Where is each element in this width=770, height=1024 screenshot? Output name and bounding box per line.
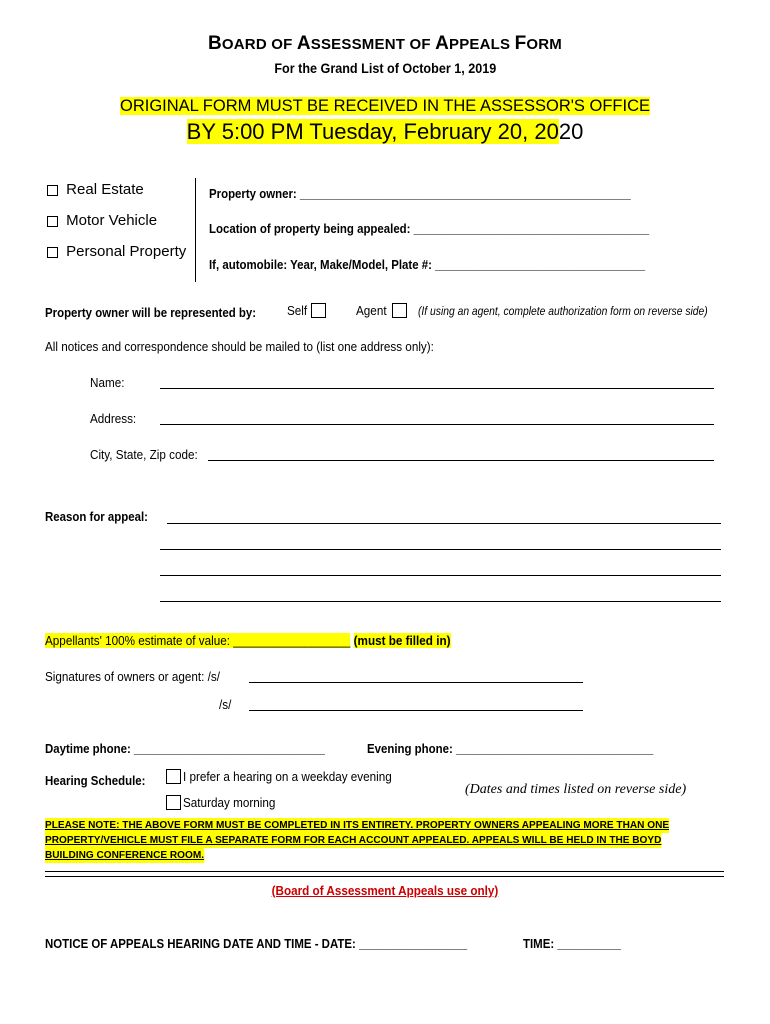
title-cap: B: [207, 33, 222, 54]
agent-note: [418, 304, 755, 318]
saturday-checkbox[interactable]: [166, 795, 181, 810]
property-type-label: Motor Vehicle: [66, 212, 158, 229]
title-cap: A: [435, 33, 449, 54]
separator-rule-top: [45, 871, 724, 872]
signature-second-text: /s/: [219, 697, 232, 712]
reason-line-2[interactable]: [160, 549, 721, 550]
mailing-name-label: [90, 375, 128, 390]
estimate-label: Appellants' 100% estimate of value: __________________: [45, 633, 351, 648]
reason-line-3[interactable]: [160, 575, 721, 576]
daytime-phone-field[interactable]: [45, 741, 363, 756]
office-use-text: (Board of Assessment Appeals use only): [271, 883, 499, 898]
evening-phone-field[interactable]: [367, 741, 692, 756]
daytime-phone-label: Daytime phone: ______________________________: [45, 741, 325, 756]
hearing-label-text: Hearing Schedule:: [45, 773, 146, 788]
checkbox[interactable]: [47, 247, 58, 258]
hearing-schedule-label: [45, 773, 159, 788]
title-small: SSESSMENT OF: [310, 36, 436, 53]
weekday-option-label: I prefer a hearing on a weekday evening: [183, 769, 392, 784]
reason-line-1[interactable]: [167, 523, 721, 524]
automobile-field[interactable]: [209, 257, 705, 272]
title-small: OARD OF: [221, 36, 297, 53]
notice-line-3: BUILDING CONFERENCE ROOM.: [45, 849, 205, 861]
mailing-name-line[interactable]: [160, 388, 714, 389]
mailing-intro-text: All notices and correspondence should be mailed to (list one address only):: [45, 339, 434, 354]
signature-label-text: Signatures of owners or agent: /s/: [45, 669, 220, 684]
signature-label: [45, 669, 239, 684]
please-note-block: [45, 818, 695, 863]
title-cap: F: [514, 33, 527, 54]
property-type-label: Real Estate: [66, 181, 144, 198]
agent-label: Agent: [356, 303, 387, 318]
checkbox[interactable]: [47, 185, 58, 196]
signature-line-2[interactable]: [249, 710, 583, 711]
represented-by-label: Property owner will be represented by:: [45, 305, 257, 320]
deadline-line-1: [0, 97, 770, 116]
form-title: [0, 33, 770, 55]
signature-line-1[interactable]: [249, 682, 583, 683]
reason-label-text: Reason for appeal:: [45, 509, 148, 524]
hearing-notice-time[interactable]: [523, 936, 634, 951]
property-owner-label: Property owner: ____________________________________________________: [209, 186, 631, 201]
hearing-note-text: (Dates and times listed on reverse side): [465, 782, 687, 797]
estimate-required: (must be filled in): [353, 633, 451, 648]
mailing-city-label: [90, 447, 210, 462]
estimate-field[interactable]: [45, 633, 496, 648]
reason-label: [45, 509, 162, 524]
city-label: City, State, Zip code:: [90, 447, 198, 462]
property-type-real-estate[interactable]: [47, 181, 144, 198]
property-location-label: Location of property being appealed: _____________________________________: [209, 221, 650, 236]
weekday-checkbox[interactable]: [166, 769, 181, 784]
property-type-label: Personal Property: [66, 243, 187, 260]
deadline-line-2: [0, 119, 770, 145]
self-label: Self: [287, 303, 308, 318]
property-owner-field[interactable]: [209, 186, 688, 201]
separator-rule-bottom: [45, 876, 724, 877]
mailing-city-line[interactable]: [208, 460, 714, 461]
deadline-date-highlighted: BY 5:00 PM Tuesday, February 20, 20: [186, 119, 559, 144]
checkbox[interactable]: [47, 216, 58, 227]
represented-self-option[interactable]: [287, 303, 326, 318]
subtitle-text: For the Grand List of October 1, 2019: [274, 60, 496, 76]
saturday-option-label: Saturday morning: [183, 795, 276, 810]
hearing-notice-date-label: NOTICE OF APPEALS HEARING DATE AND TIME - DATE: _________________: [45, 936, 468, 951]
deadline-text: ORIGINAL FORM MUST BE RECEIVED IN THE ASSESSOR'S OFFICE: [119, 97, 651, 115]
agent-note-text: (If using an agent, complete authorization form on reverse side): [418, 304, 708, 318]
office-use-heading: [0, 883, 770, 898]
deadline-date-rest: 20: [558, 119, 584, 144]
hearing-option-weekday[interactable]: [166, 769, 415, 784]
represented-agent-option[interactable]: [356, 303, 407, 318]
mailing-intro: [45, 339, 477, 354]
hearing-notice-time-label: TIME: __________: [523, 936, 621, 951]
hearing-note: [465, 782, 686, 798]
address-label: Address:: [90, 411, 137, 426]
mailing-address-line[interactable]: [160, 424, 714, 425]
automobile-label: If, automobile: Year, Make/Model, Plate #: _________________________________: [209, 257, 646, 272]
represented-by-row: [45, 305, 285, 320]
notice-line-2: PROPERTY/VEHICLE MUST FILE A SEPARATE FORM FOR EACH ACCOUNT APPEALED. APPEALS WILL BE HELD IN THE BOYD: [45, 834, 662, 846]
notice-line-1: PLEASE NOTE: THE ABOVE FORM MUST BE COMPLETED IN ITS ENTIRETY. PROPERTY OWNERS APPEALING MORE THAN ONE: [45, 819, 670, 831]
signature-second-label: [219, 697, 233, 712]
agent-checkbox[interactable]: [392, 303, 407, 318]
title-small: ORM: [526, 36, 562, 53]
reason-line-4[interactable]: [160, 601, 721, 602]
self-checkbox[interactable]: [311, 303, 326, 318]
property-location-field[interactable]: [209, 221, 709, 236]
name-label: Name:: [90, 375, 125, 390]
form-subtitle: [0, 60, 770, 76]
property-type-motor-vehicle[interactable]: [47, 212, 157, 229]
evening-phone-label: Evening phone: _______________________________: [367, 741, 654, 756]
mailing-address-label: [90, 411, 141, 426]
hearing-notice-date[interactable]: [45, 936, 525, 951]
hearing-option-saturday[interactable]: [166, 795, 286, 810]
property-type-personal-property[interactable]: [47, 243, 186, 260]
title-small: PPEALS: [448, 36, 515, 53]
title-cap: A: [296, 33, 311, 54]
property-box-divider: [195, 178, 196, 282]
